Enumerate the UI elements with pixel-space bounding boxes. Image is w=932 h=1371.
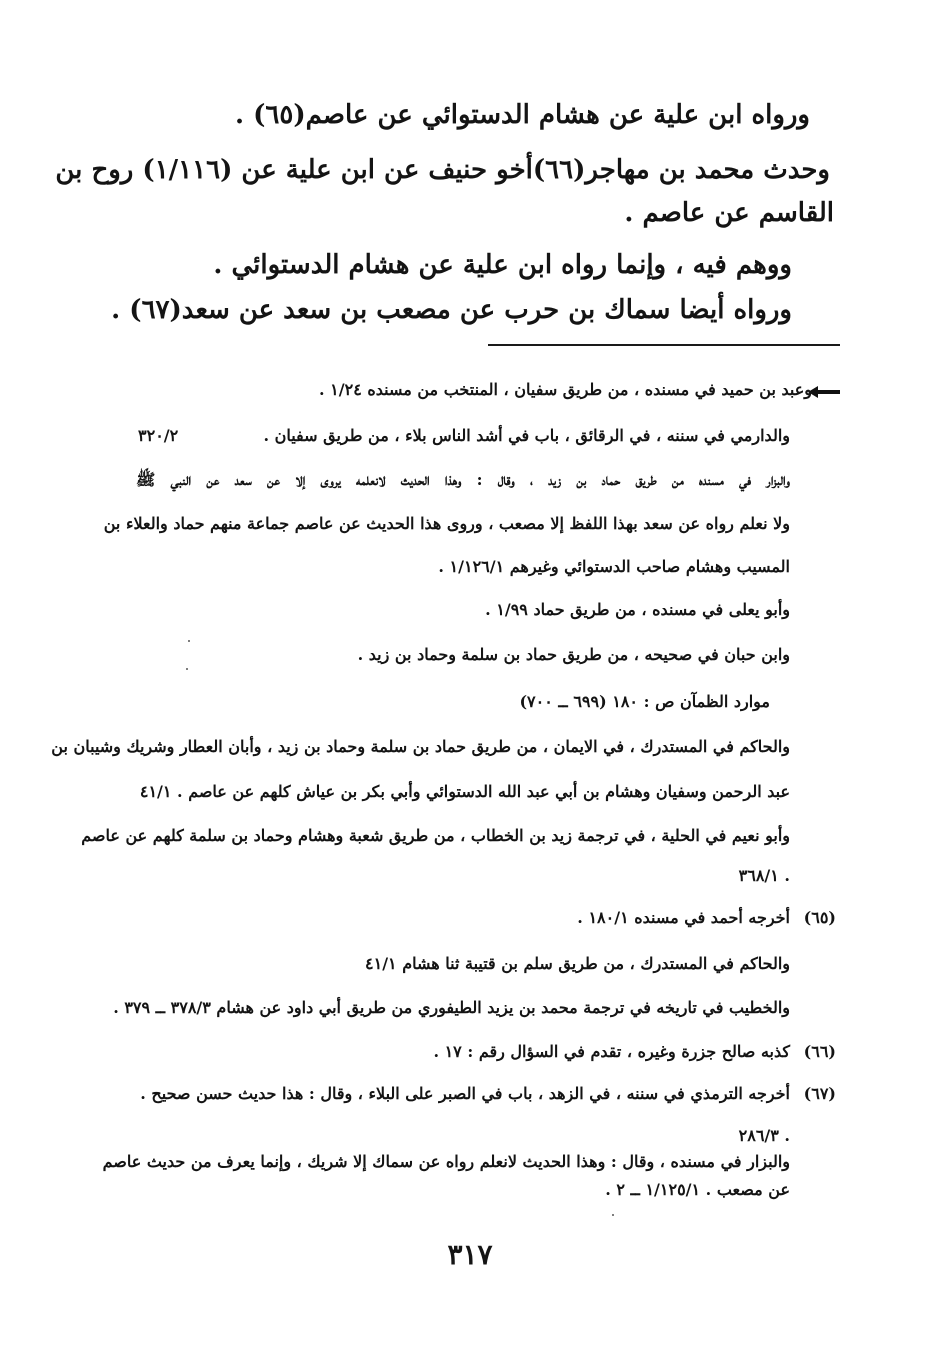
footnote-reference: ٣٢٠/٢ xyxy=(138,426,179,445)
footnote-number-66: (٦٦) xyxy=(803,1042,836,1061)
footnote-line: عبد الرحمن وسفيان وهشام بن أبي عبد الله الدستوائي وأبي بكر بن عياش كلهم عن عاصم . ٤١/١ xyxy=(139,782,790,801)
footnote-number-65: (٦٥) xyxy=(803,908,836,927)
footnote-line: والخطيب في تاريخه في ترجمة محمد بن يزيد الطيفوري من طريق أبي داود عن هشام ٣٧٨/٣ ــ ٣٧٩ . xyxy=(113,998,790,1017)
footnote-line: وابن حبان في صحيحه ، من طريق حماد بن سلمة وحماد بن زيد . xyxy=(357,645,790,664)
footnote-line: ولا نعلم رواه عن سعد بهذا اللفظ إلا مصعب ، وروى هذا الحديث عن عاصم جماعة منهم حماد والعلاء بن xyxy=(103,514,790,533)
footnote-line: ٣٦٨/١ . xyxy=(738,866,790,885)
footnote-line: المسيب وهشام صاحب الدستوائي وغيرهم ١/١٢٦/١ . xyxy=(438,557,790,576)
main-text-line: وحدث محمد بن مهاجر(٦٦)أخو حنيف عن ابن علية عن (١/١١٦) روح بن xyxy=(55,155,830,185)
footnote-line: ٢٨٦/٣ . xyxy=(738,1126,790,1145)
footnote-separator xyxy=(488,344,840,346)
footnote-line: والبزار في مسنده ، وقال : وهذا الحديث لانعلم رواه عن سماك إلا شريك ، وإنما يعرف من حديث عاصم xyxy=(102,1152,790,1171)
footnote-line: والبزار في مسنده من طريق حماد بن زيد ، وقال : وهذا الحديث لانعلمه يروى إلا عن سعد عن النبي ﷺ xyxy=(136,470,790,489)
footnote-number-67: (٦٧) xyxy=(803,1084,836,1103)
footnote-line: والحاكم في المستدرك ، في الايمان ، من طريق حماد بن سلمة وحماد بن زيد ، وأبان العطار وشريك وشيبان بن xyxy=(51,737,790,756)
footnote-line: كذبه صالح جزرة وغيره ، تقدم في السؤال رقم : ١٧ . xyxy=(433,1042,790,1061)
footnote-line: وعبد بن حميد في مسنده ، من طريق سفيان ، المنتخب من مسنده ١/٢٤ . xyxy=(319,380,812,399)
footnote-line: والدارمي في سننه ، في الرقائق ، باب في أشد الناس بلاء ، من طريق سفيان . xyxy=(263,426,790,445)
footnote-line: وأبو نعيم في الحلية ، في ترجمة زيد بن الخطاب ، من طريق شعبة وهشام وحماد بن سلمة كلهم عن عاصم xyxy=(81,826,790,845)
footnote-line: وأبو يعلى في مسنده ، من طريق حماد ١/٩٩ . xyxy=(485,600,790,619)
footnote-line: موارد الظمآن ص : ١٨٠ (٦٩٩ ــ ٧٠٠) xyxy=(519,692,770,711)
scan-speck xyxy=(186,668,188,670)
page-number: ٣١٧ xyxy=(447,1238,493,1271)
footnote-line: والحاكم في المستدرك ، من طريق سلم بن قتيبة ثنا هشام ٤١/١ xyxy=(365,954,790,973)
scan-speck xyxy=(188,640,190,642)
footnote-line: عن مصعب . ١/١٢٥/١ ــ ٢ . xyxy=(605,1180,790,1199)
scan-speck xyxy=(612,1214,614,1216)
main-text-line: ورواه ابن علية عن هشام الدستوائي عن عاصم(٦٥) . xyxy=(234,100,810,130)
continuation-arrow-icon xyxy=(808,384,840,400)
main-text-line: ورواه أيضا سماك بن حرب عن مصعب بن سعد عن سعد(٦٧) . xyxy=(111,295,792,325)
main-text-line: القاسم عن عاصم . xyxy=(624,198,834,228)
main-text-line: ووهم فيه ، وإنما رواه ابن علية عن هشام الدستوائي . xyxy=(213,250,792,280)
footnote-line: أخرجه أحمد في مسنده ١٨٠/١ . xyxy=(577,908,790,927)
footnote-line: أخرجه الترمذي في سننه ، في الزهد ، باب في الصبر على البلاء ، وقال : هذا حديث حسن صحيح . xyxy=(140,1084,790,1103)
